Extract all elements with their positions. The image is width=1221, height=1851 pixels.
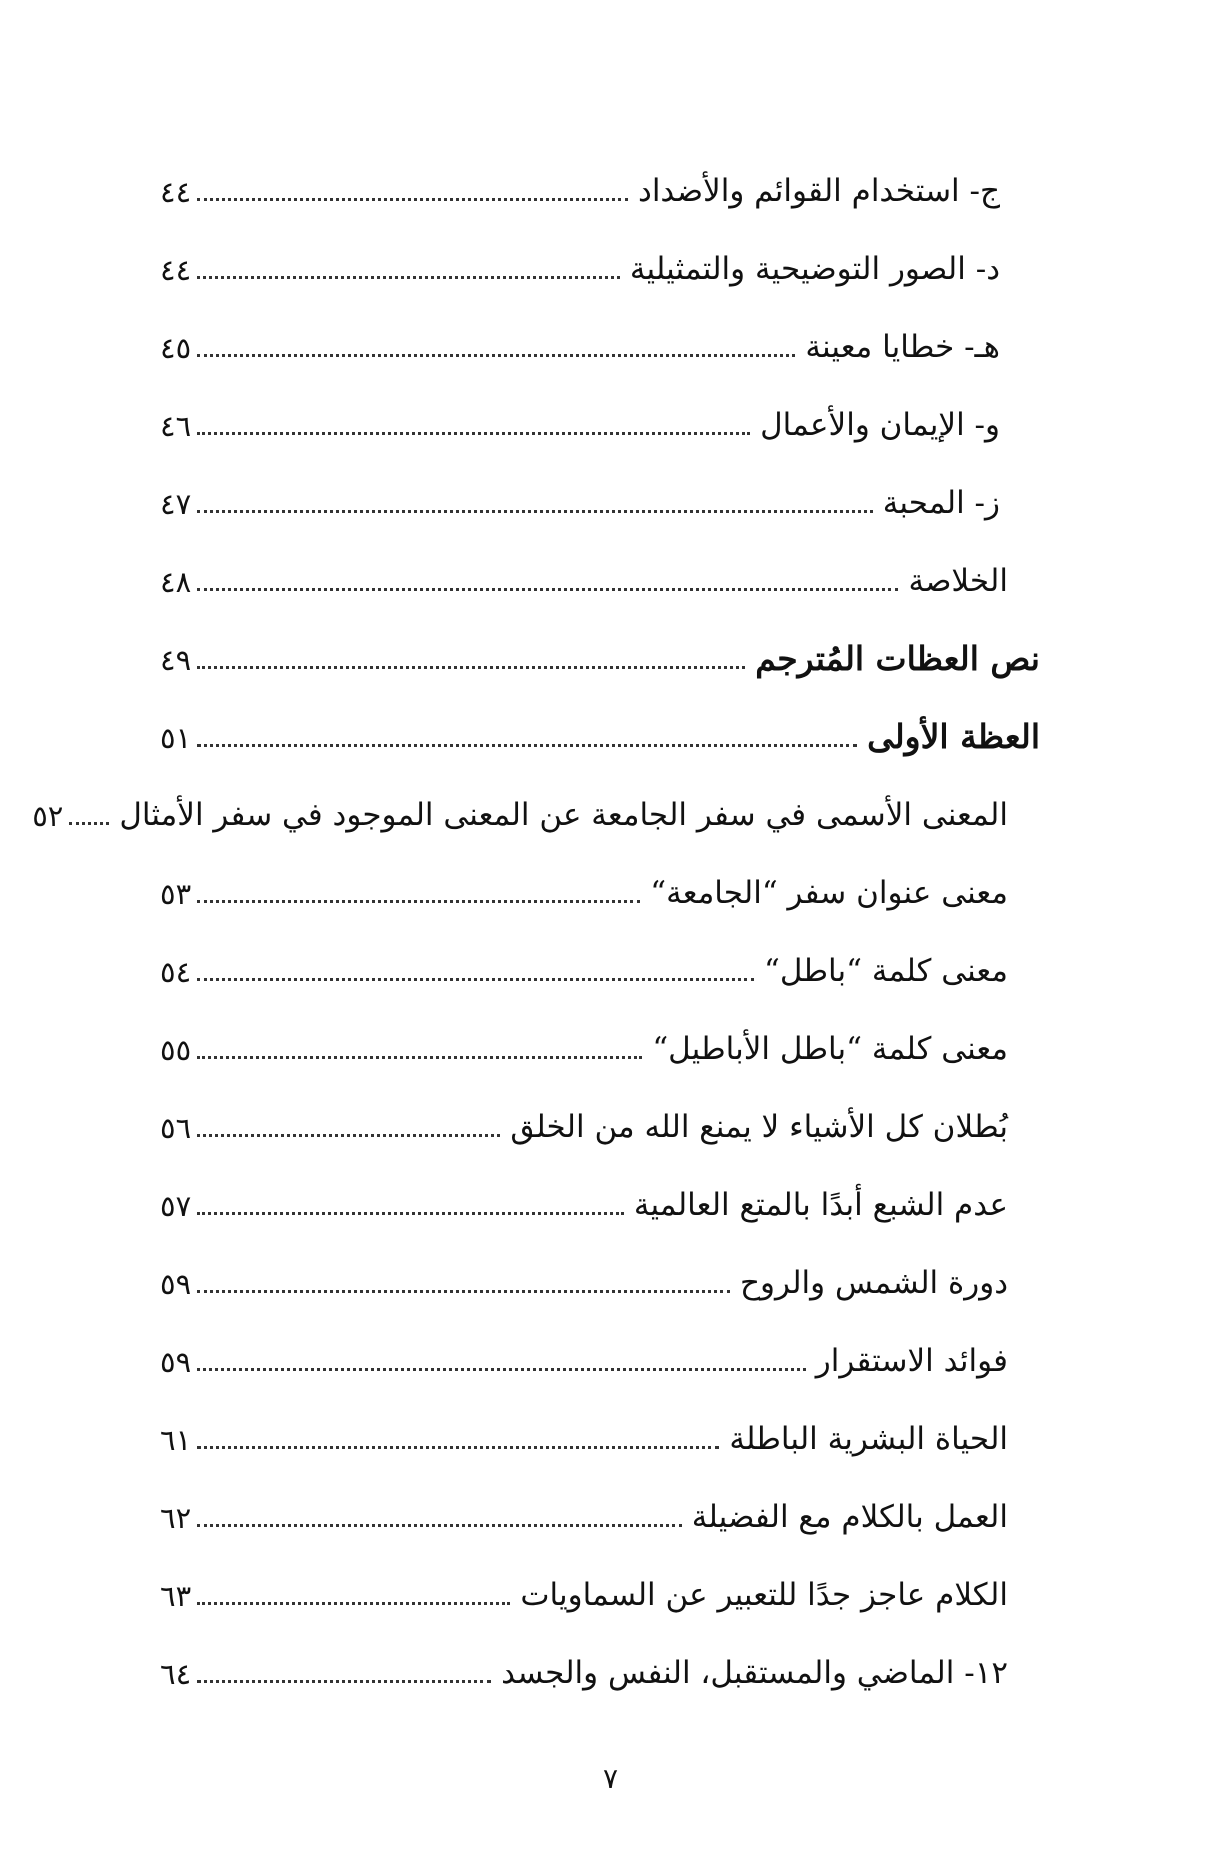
toc-line: [160, 1251, 1008, 1299]
toc-line: [160, 1485, 1008, 1533]
toc-line: [160, 471, 1000, 519]
toc-row: [160, 1157, 1040, 1235]
toc-row: [160, 143, 1040, 221]
toc-row: [32, 767, 1040, 845]
toc-row: [160, 1235, 1040, 1313]
toc-row: [160, 299, 1040, 377]
toc-entry-label: هـ- خطايا معينة: [805, 329, 1000, 365]
toc-entry-page-number: ٦٣: [160, 1579, 192, 1613]
toc-row: [160, 1001, 1040, 1079]
dot-leader: [197, 666, 745, 669]
toc-line: [160, 549, 1008, 597]
toc-line: [160, 1641, 1008, 1689]
toc-entry-page-number: ٥٧: [160, 1189, 192, 1223]
toc-entry-page-number: ٥٥: [160, 1033, 192, 1067]
dot-leader: [197, 900, 640, 903]
toc-entry-label: فوائد الاستقرار: [815, 1343, 1008, 1379]
toc-row: [160, 221, 1040, 299]
toc-entry-page-number: ٥٦: [160, 1111, 192, 1145]
toc-entry-label: الكلام عاجز جدًا للتعبير عن السماويات: [520, 1577, 1008, 1613]
toc-entry-label: معنى كلمة “باطل“: [764, 953, 1008, 989]
dot-leader: [197, 744, 857, 747]
toc-line: [160, 1329, 1008, 1377]
dot-leader: [197, 1602, 510, 1605]
toc-entry-page-number: ٤٨: [160, 565, 192, 599]
toc-entry-page-number: ٤٥: [160, 331, 192, 365]
toc-row: [160, 1547, 1040, 1625]
toc-entry-label: ج- استخدام القوائم والأضداد: [638, 173, 1000, 209]
toc-line: [32, 783, 1008, 833]
toc-entry-label: ز- المحبة: [882, 485, 1000, 521]
toc-entry-label: د- الصور التوضيحية والتمثيلية: [629, 251, 1000, 287]
dot-leader: [69, 822, 109, 825]
toc-row: [160, 1079, 1040, 1157]
toc-entry-label: الحياة البشرية الباطلة: [729, 1421, 1008, 1457]
toc-line: [160, 1173, 1008, 1221]
dot-leader: [197, 276, 620, 279]
dot-leader: [197, 1680, 491, 1683]
toc-entry-label: دورة الشمس والروح: [740, 1265, 1008, 1301]
dot-leader: [197, 1290, 730, 1293]
toc-entry-page-number: ٤٤: [160, 175, 192, 209]
toc-row: [160, 845, 1040, 923]
toc-row: [160, 1313, 1040, 1391]
toc-entry-label: نص العظات المُترجم: [755, 639, 1040, 678]
toc-entry-label: العمل بالكلام مع الفضيلة: [691, 1499, 1008, 1535]
dot-leader: [197, 354, 795, 357]
toc-line: [160, 1017, 1008, 1065]
toc-line: [160, 159, 1000, 207]
toc-entry-page-number: ٥٤: [160, 955, 192, 989]
toc-entry-page-number: ٤٧: [160, 487, 192, 521]
dot-leader: [197, 1524, 682, 1527]
dot-leader: [197, 978, 754, 981]
toc-line: [160, 861, 1008, 909]
toc-entry-page-number: ٤٩: [160, 643, 192, 677]
dot-leader: [197, 198, 628, 201]
toc-line: [160, 237, 1000, 285]
toc-line: [160, 315, 1000, 363]
dot-leader: [197, 1056, 642, 1059]
toc-line: [160, 393, 1000, 441]
toc-line: [160, 1563, 1008, 1611]
toc-row: [160, 689, 1040, 767]
toc-row: [160, 1469, 1040, 1547]
toc-entry-page-number: ٦٢: [160, 1501, 192, 1535]
table-of-contents: [32, 143, 1040, 1703]
toc-row: [160, 1391, 1040, 1469]
toc-entry-label: عدم الشبع أبدًا بالمتع العالمية: [633, 1187, 1008, 1223]
toc-entry-label: المعنى الأسمى في سفر الجامعة عن المعنى الموجود في سفر الأمثال: [119, 797, 1008, 833]
toc-entry-label: بُطلان كل الأشياء لا يمنع الله من الخلق: [510, 1109, 1008, 1145]
toc-line: [160, 1095, 1008, 1143]
toc-row: [160, 611, 1040, 689]
toc-entry-label: و- الإيمان والأعمال: [760, 407, 1000, 443]
dot-leader: [197, 1446, 719, 1449]
toc-line: [160, 939, 1008, 987]
toc-row: [160, 455, 1040, 533]
toc-entry-page-number: ٦١: [160, 1423, 192, 1457]
toc-entry-page-number: ٤٤: [160, 253, 192, 287]
toc-entry-page-number: ٤٦: [160, 409, 192, 443]
toc-entry-label: العظة الأولى: [867, 717, 1040, 756]
toc-entry-page-number: ٥١: [160, 721, 192, 755]
dot-leader: [197, 432, 750, 435]
toc-line: [160, 627, 1040, 678]
dot-leader: [197, 510, 873, 513]
toc-line: [160, 705, 1040, 756]
toc-entry-page-number: ٥٩: [160, 1345, 192, 1379]
page-number: ٧: [602, 1762, 619, 1795]
toc-entry-page-number: ٥٢: [32, 799, 64, 833]
dot-leader: [197, 1212, 624, 1215]
toc-row: [160, 1625, 1040, 1703]
toc-entry-page-number: ٥٣: [160, 877, 192, 911]
toc-row: [160, 377, 1040, 455]
dot-leader: [197, 588, 898, 591]
dot-leader: [197, 1134, 500, 1137]
dot-leader: [197, 1368, 806, 1371]
toc-entry-label: الخلاصة: [908, 563, 1008, 599]
toc-entry-label: معنى عنوان سفر “الجامعة“: [650, 875, 1008, 911]
toc-line: [160, 1407, 1008, 1455]
toc-entry-page-number: ٦٤: [160, 1657, 192, 1691]
toc-entry-label: معنى كلمة “باطل الأباطيل“: [652, 1031, 1008, 1067]
toc-entry-page-number: ٥٩: [160, 1267, 192, 1301]
toc-row: [160, 533, 1040, 611]
toc-entry-label: ١٢- الماضي والمستقبل، النفس والجسد: [501, 1655, 1008, 1691]
toc-row: [160, 923, 1040, 1001]
